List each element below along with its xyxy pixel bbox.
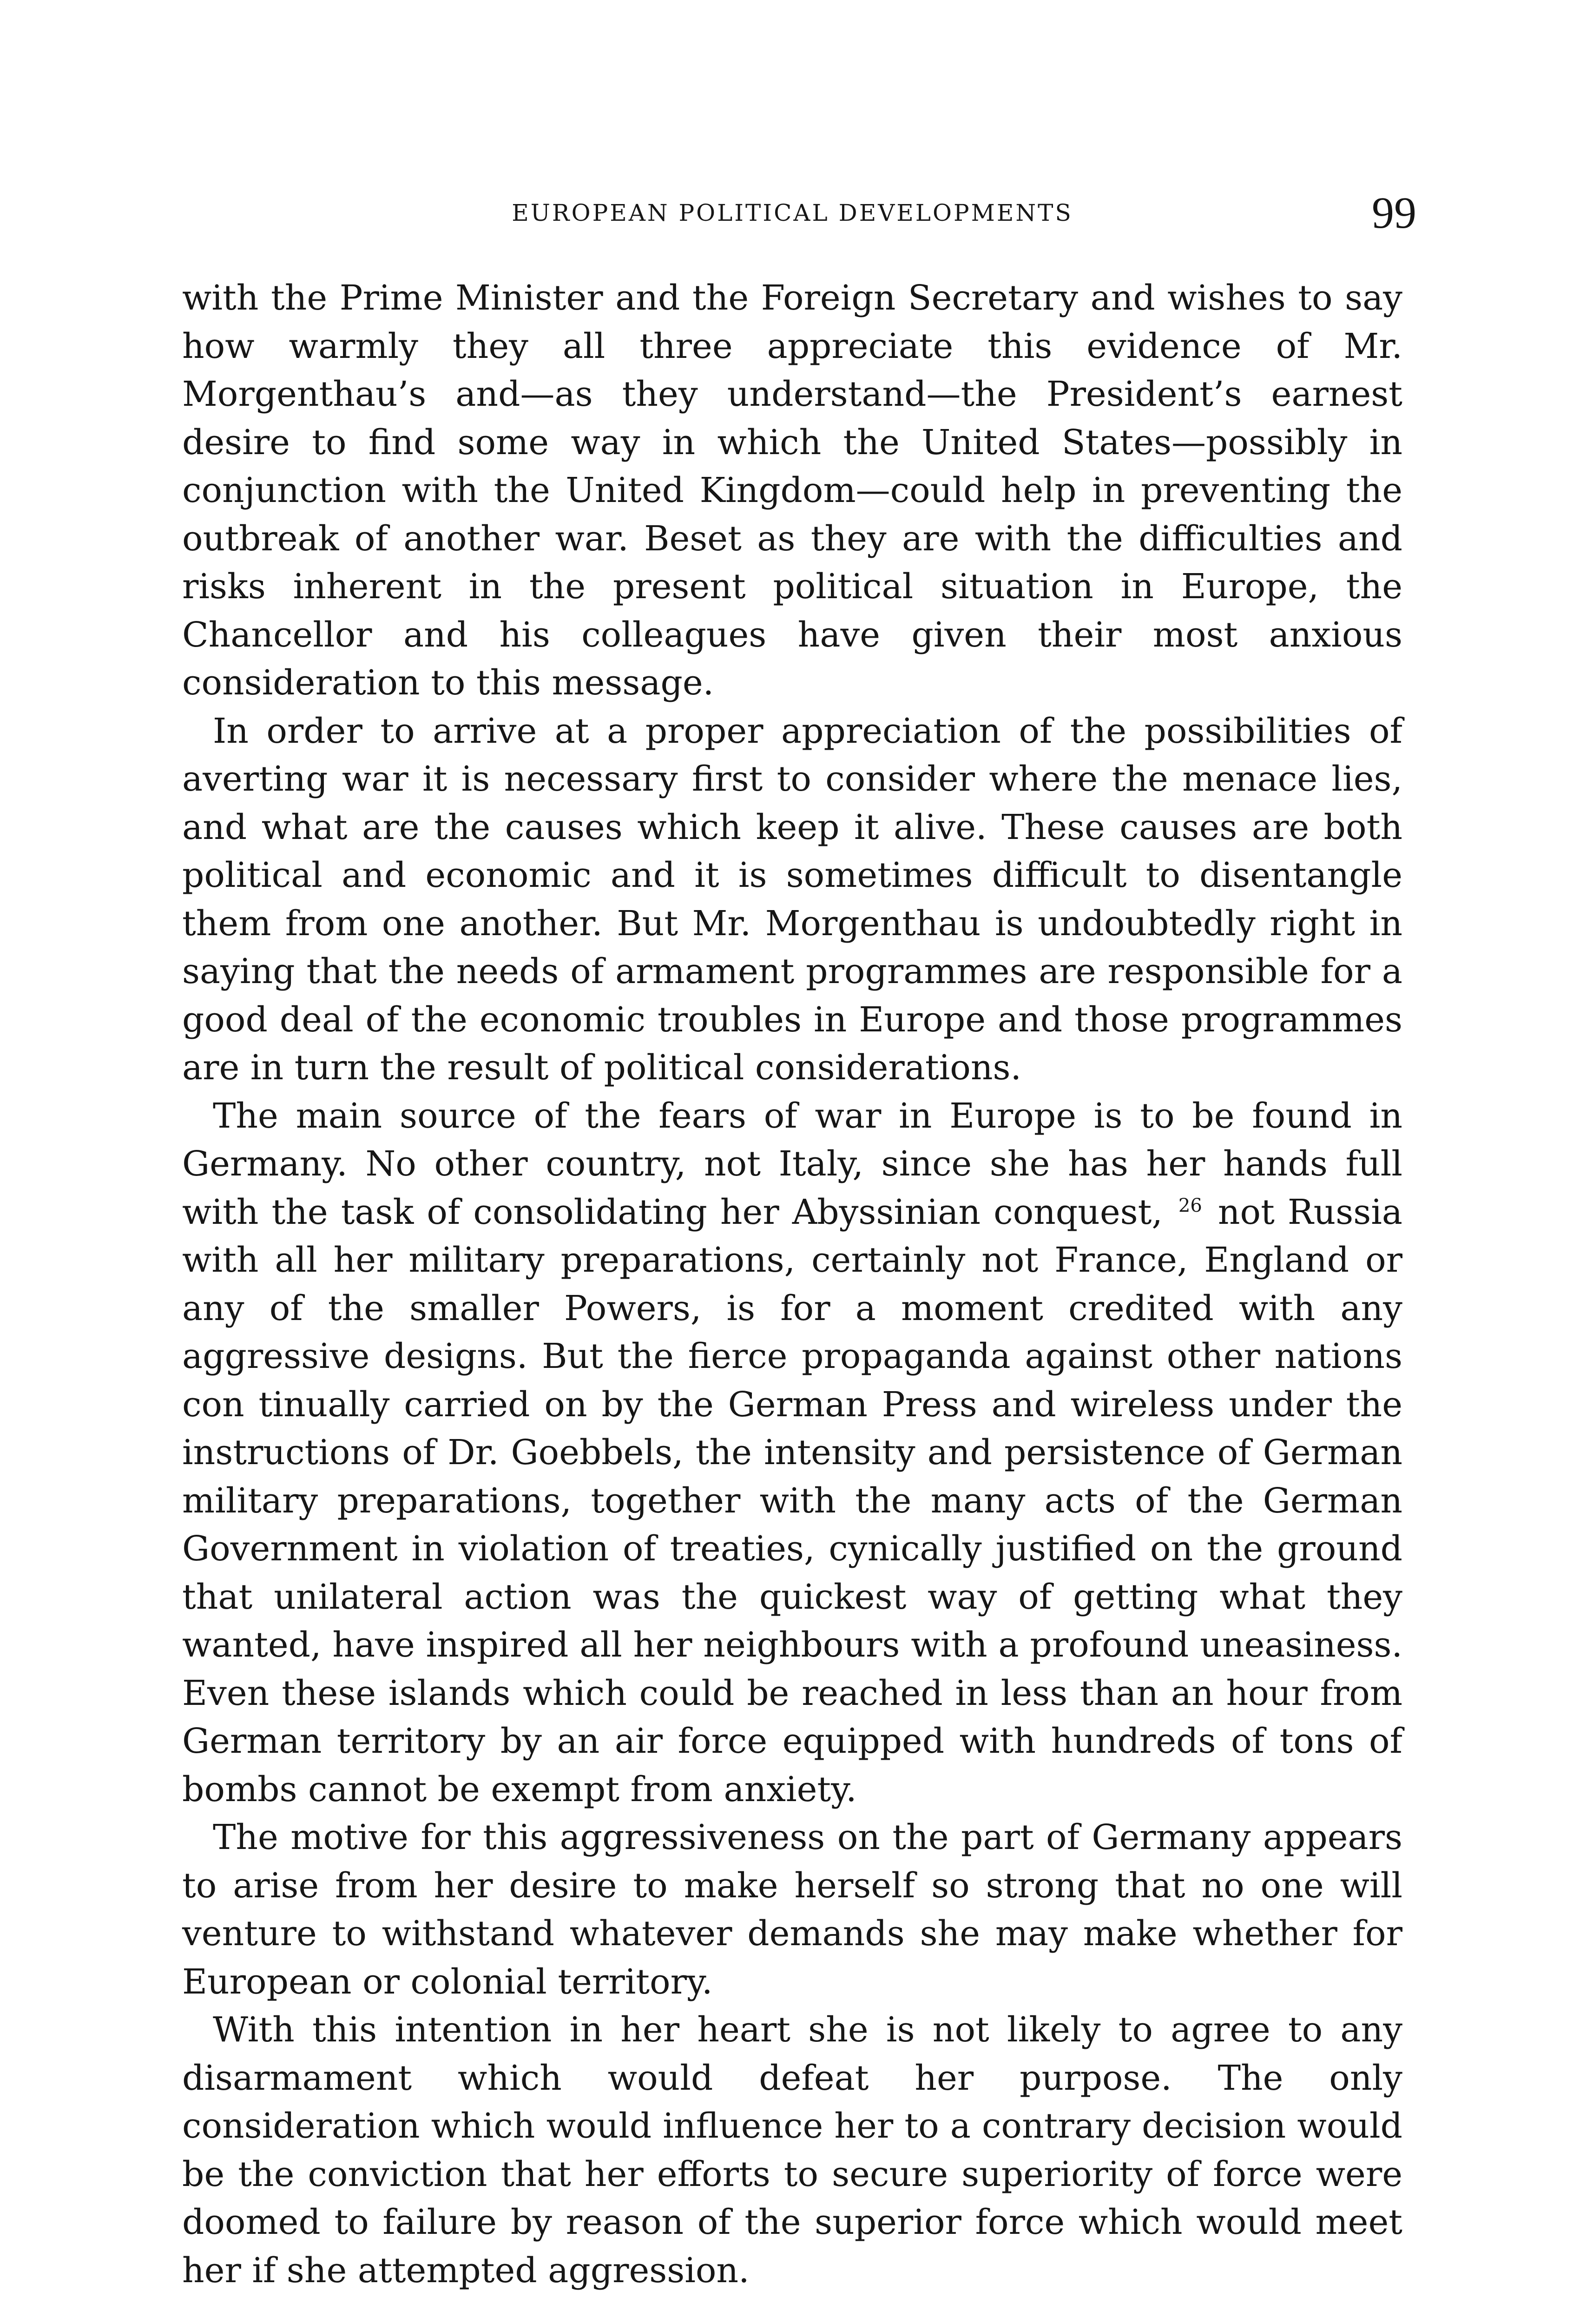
- paragraph-3-part-1: The main source of the fears of war in Europe is to be found in Germany. No other country, not Italy, since she has her hands full with the task of consolidating her Abyssinian conquest,: [182, 1096, 1402, 1232]
- footnote-reference[interactable]: 26: [1178, 1195, 1202, 1216]
- running-header: [182, 188, 1416, 241]
- page-number: 99: [1372, 188, 1416, 238]
- paragraph-3: [182, 1092, 1402, 1814]
- paragraph-5: With this intention in her heart she is not likely to agree to any disarmament which would defeat her purpose. The only consideration which would influence her to a contrary decision would be the conviction that her efforts to secure superiority of force were doomed to failure by reason of the superior force which would meet her if she attempted aggression.: [182, 2010, 1402, 2291]
- body-text: [182, 274, 1402, 2295]
- paragraph-3-part-2: not Russia with all her military preparations, certainly not France, England or any of the smaller Powers, is for a moment credited with any aggressive designs. But the fierce propaganda against other nations con tinually carried on by the German Press and wireless under the instructions of Dr. Goebbels, the intensity and persistence of German military preparations, together with the many acts of the German Government in violation of treaties, cynically justified on the ground that unilateral action was the quickest way of getting what they wanted, have inspired all her neighbours with a profound uneasiness. Even these islands which could be reached in less than an hour from German territory by an air force equipped with hundreds of tons of bombs cannot be exempt from anxiety.: [182, 1192, 1402, 1809]
- running-title: EUROPEAN POLITICAL DEVELOPMENTS: [512, 199, 1073, 226]
- paragraph-2: In order to arrive at a proper appreciation of the possibilities of averting war it is necessary first to consider where the menace lies, and what are the causes which keep it alive. These causes are both political and economic and it is sometimes difficult to disentangle them from one another. But Mr. Morgenthau is undoubtedly right in saying that the needs of armament programmes are responsible for a good deal of the economic troubles in Europe and those programmes are in turn the result of political considerations.: [182, 711, 1402, 1088]
- paragraph-1: with the Prime Minister and the Foreign Secretary and wishes to say how warmly they all three appreciate this evidence of Mr. Morgenthau’s and—as they understand—the President’s earnest desire to find some way in which the United States—possibly in conjunction with the United Kingdom—could help in preventing the outbreak of another war. Beset as they are with the difficulties and risks inherent in the present political situation in Europe, the Chancellor and his colleagues have given their most anxious consideration to this message.: [182, 278, 1402, 703]
- paragraph-4: The motive for this aggressiveness on the part of Germany appears to arise from her desire to make herself so strong that no one will venture to withstand whatever demands she may make whether for European or colonial territory.: [182, 1817, 1402, 2002]
